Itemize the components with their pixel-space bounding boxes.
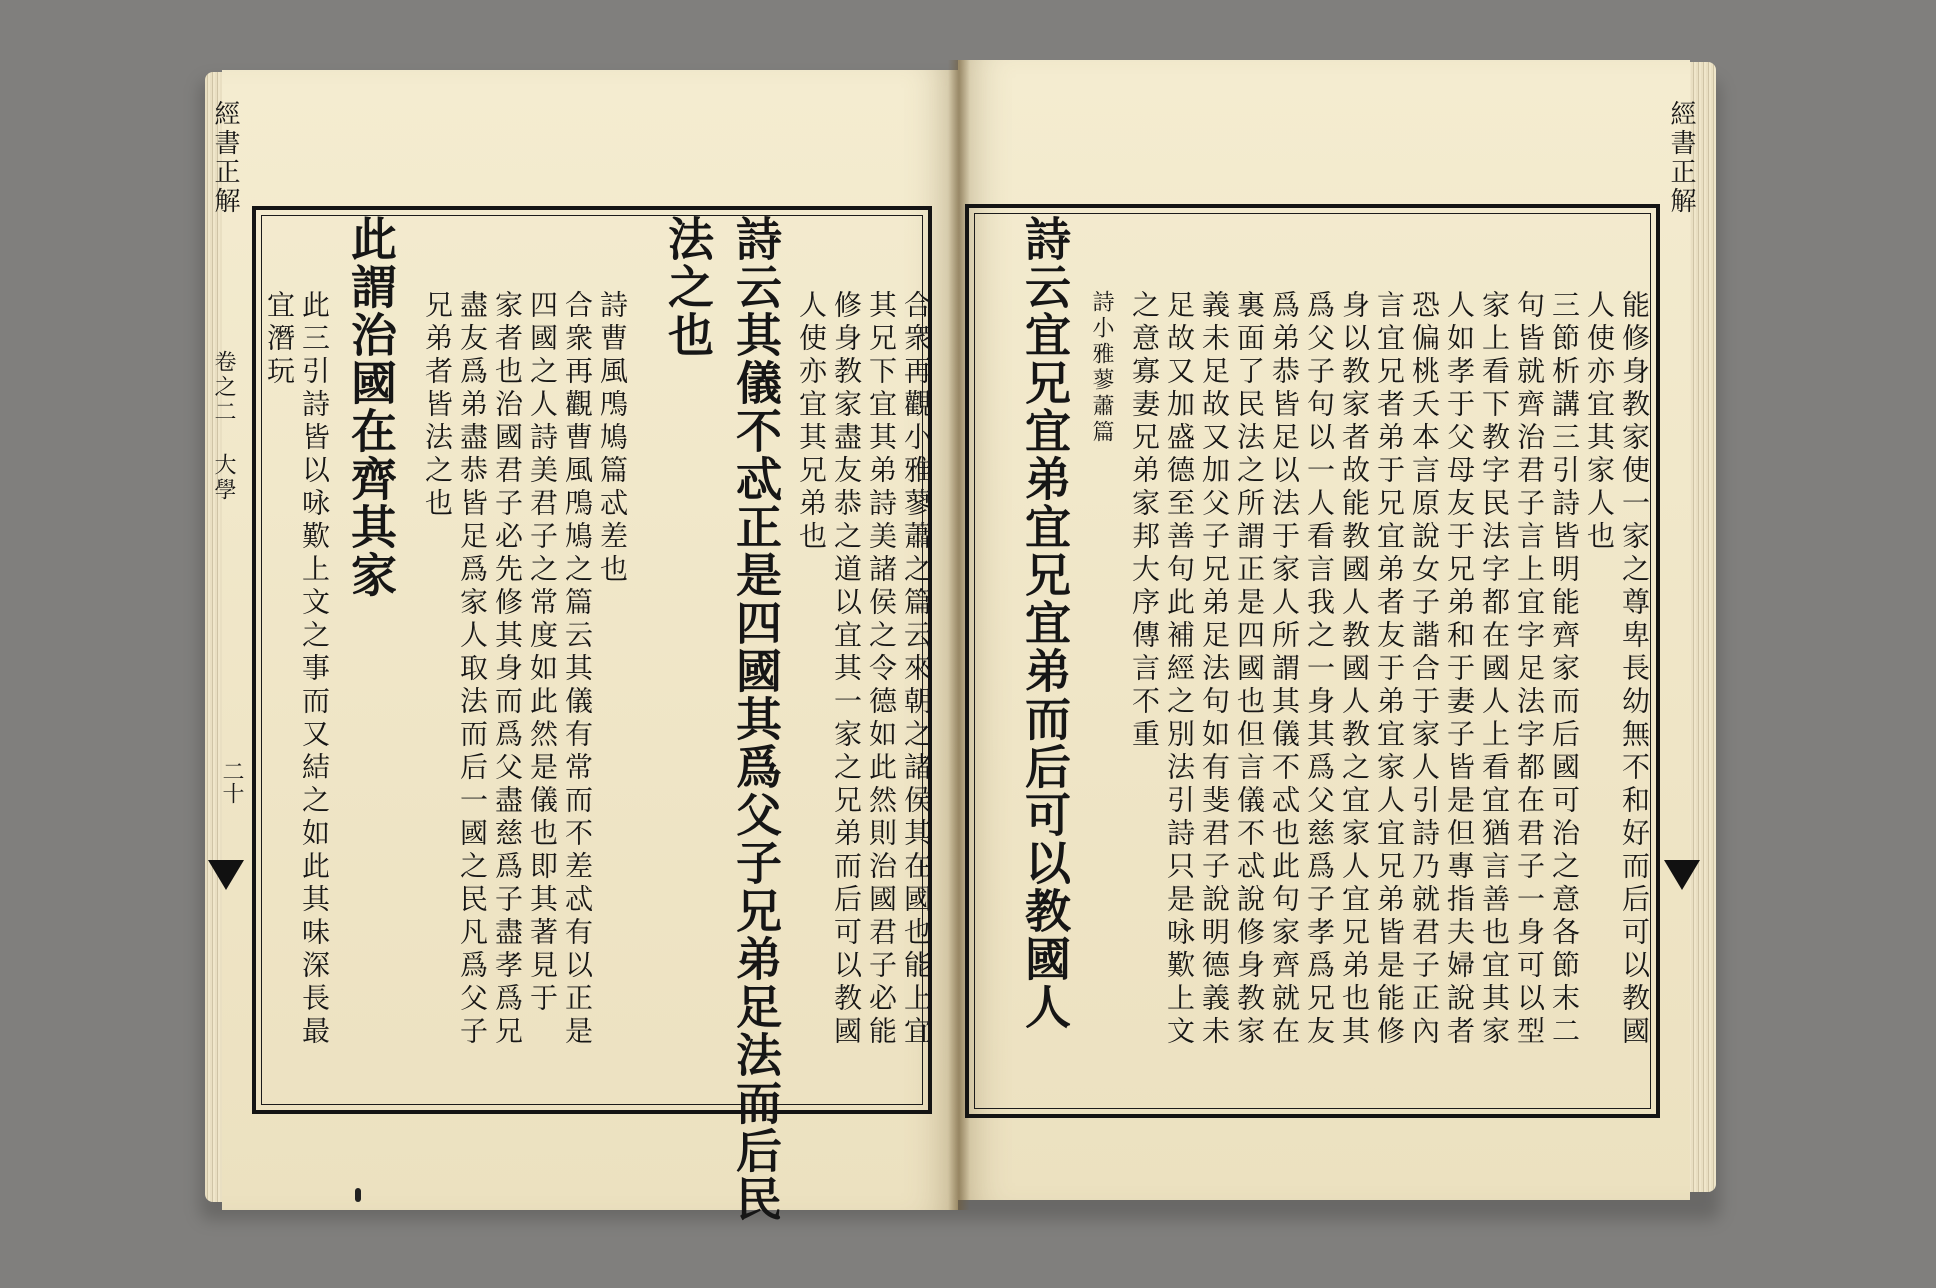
right-col-13: 義未足故又加父子兄弟足法句如有斐君子說明德義未 bbox=[1198, 290, 1231, 1049]
right-col-2: 人使亦宜其家人也 bbox=[1583, 290, 1616, 554]
right-main-text: 詩云宜兄宜弟宜兄宜弟而后可以教國人 bbox=[1018, 215, 1072, 1031]
left-col-2: 其兄下宜其弟詩美諸侯之令德如此然則治國君子必能 bbox=[865, 290, 898, 1049]
right-col-9: 身以教家者故能教國人教國人教之宜家人宜兄弟也其 bbox=[1338, 290, 1371, 1049]
right-source-note: 詩小雅蓼蕭篇 bbox=[1089, 290, 1114, 446]
left-col-3: 修身教家盡友恭之道以宜其一家之兄弟而后可以教國 bbox=[830, 290, 863, 1049]
right-col-1: 能修身教家使一家之尊卑長幼無不和好而后可以教國 bbox=[1618, 290, 1651, 1049]
left-main-text-1: 詩云其儀不忒正是四國其爲父子兄弟足法而后民 bbox=[729, 215, 783, 1223]
fish-tail-mark-right bbox=[1664, 860, 1700, 890]
left-page-number: 二十 bbox=[219, 760, 244, 804]
left-col-11: 盡友爲弟盡恭皆足爲家人取法而后一國之民凡爲父子 bbox=[456, 290, 489, 1049]
right-col-8: 言宜兄者弟于兄宜弟者友于弟宜家人宜兄弟皆是能修 bbox=[1373, 290, 1406, 1049]
right-col-15: 之意寡妻兄弟家邦大序傳言不重 bbox=[1128, 290, 1161, 752]
right-col-6: 人如孝于父母友于兄弟和于妻子皆是但專指夫婦說者 bbox=[1443, 290, 1476, 1049]
left-col-8: 合衆再觀曹風鳲鳩之篇云其儀有常而不差忒有以正是 bbox=[561, 290, 594, 1049]
left-col-10: 家者也治國君子必先修其身而爲父盡慈爲子盡孝爲兄 bbox=[491, 290, 524, 1049]
ink-spot bbox=[355, 1188, 361, 1202]
left-col-7: 詩曹風鳲鳩篇忒差也 bbox=[596, 290, 629, 587]
left-col-12: 兄弟者皆法之也 bbox=[421, 290, 454, 521]
right-col-3: 三節析講三引詩皆明能齊家而后國可治之意各節末二 bbox=[1548, 290, 1581, 1049]
right-col-5: 家上看下教字民法字都在國人上看宜猶言善也宜其家 bbox=[1478, 290, 1511, 1049]
right-header-title: 經書正解 bbox=[1666, 100, 1696, 216]
left-col-9: 四國之人詩美君子之常度如此然是儀也即其著見于 bbox=[526, 290, 559, 1016]
left-header-section: 卷之二 大學 bbox=[211, 350, 236, 503]
right-col-10: 爲父子句以一人看言我之一身其爲父慈爲子孝爲兄友 bbox=[1303, 290, 1336, 1049]
left-col-1: 合衆再觀小雅蓼蕭之篇云來朝之諸侯其在國也能上宜 bbox=[900, 290, 933, 1049]
fish-tail-mark bbox=[208, 860, 244, 890]
left-header-title: 經書正解 bbox=[210, 100, 240, 216]
left-col-14: 此三引詩皆以咏歎上文之事而又結之如此其味深長最 bbox=[298, 290, 331, 1049]
right-col-12: 裏面了民法之所謂正是四國也但言儀不忒說修身教家 bbox=[1233, 290, 1266, 1049]
right-col-14: 足故又加盛德至善句此補經之別法引詩只是咏歎上文 bbox=[1163, 290, 1196, 1049]
left-col-15: 宜潛玩 bbox=[263, 290, 296, 389]
right-col-4: 句皆就齊治君子言上宜字足法字都在君子一身可以型 bbox=[1513, 290, 1546, 1049]
left-main-text-2: 法之也 bbox=[661, 215, 715, 359]
right-col-11: 爲弟恭皆足以法于家人所謂其儀不忒也此句家齊就在 bbox=[1268, 290, 1301, 1049]
left-col-4: 人使亦宜其兄弟也 bbox=[795, 290, 828, 554]
right-col-7: 恐偏桃夭本言原說女子諧合于家人引詩乃就君子正內 bbox=[1408, 290, 1441, 1049]
left-main-text-3: 此謂治國在齊其家 bbox=[344, 215, 398, 599]
right-page-edges bbox=[1686, 62, 1716, 1192]
